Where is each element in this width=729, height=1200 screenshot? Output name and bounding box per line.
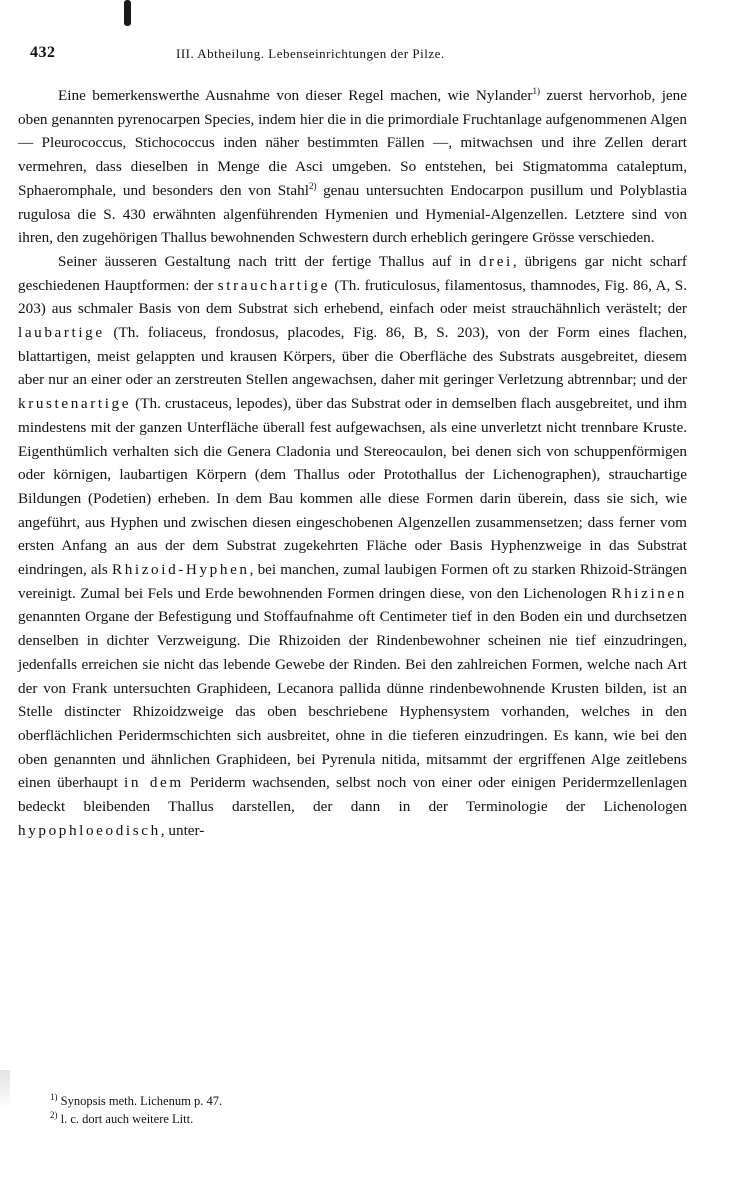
spaced-word-in-dem: in dem <box>124 774 184 792</box>
footnotes <box>50 1092 687 1128</box>
spaced-word-rhizinen: Rhizinen <box>611 584 687 602</box>
paragraph-1 <box>18 84 687 250</box>
paragraph-2-text-e: (Th. crustaceus, lepodes), über das Substrat oder in demselben flach ausgebreitet, und ihm mindestens mit der ganzen Unterfläche überall fest aufgewachsen, als eine unverletzt nicht trennbare Kruste. Eigenthümlich verhalten sich die Genera Cladonia und Stereocaulon, bei denen sich von schuppenförmigen oder körnigen, laubartigen Körpern (dem Thallus oder Protothallus der Lichenographen), strauchartige Bildungen (Podetien) erheben. In dem Bau kommen alle diese Formen darin überein, dass sie sich, wie angeführt, aus Hyphen und zwischen diesen eingeschobenen Algenzellen zusammensetzen; dass ferner vom ersten Anfang an aus der dem Substrat zugekehrten Fläche oder Basis Hyphenzweige in das Substrat eindringen, als <box>18 395 687 579</box>
footnote-2 <box>50 1110 687 1128</box>
spaced-word-drei: drei <box>478 252 513 270</box>
paragraph-2-text-c: (Th. fruticulosus, filamentosus, thamnodes, Fig. 86, A, S. 203) aus schmaler Basis von dem Substrat sich erhebend, einfach oder meist strauchähnlich verästelt; der <box>18 276 687 318</box>
ink-blot <box>124 0 131 26</box>
paragraph-1-text-b: zuerst hervorhob, jene oben genannten pyrenocarpen Species, indem hier die in die primordiale Fruchtanlage aufgenommenen Algen — Pleurococcus, Stichococcus inden näher bestimmten Fällen —, mitwachsen und ihre Zellen derart vermehren, dass dieselben in Menge die Asci umgeben. So entstehen, bei Stigmatomma cataleptum, Sphaeromphale, und besonders den von Stahl <box>18 87 688 199</box>
footnote-mark: 2) <box>50 1109 58 1120</box>
paragraph-2 <box>18 250 687 843</box>
footnote-ref-2: 2) <box>308 180 317 191</box>
spaced-word-strauchartige: strauchartige <box>217 276 330 294</box>
running-title: III. Abtheilung. Lebenseinrichtungen der Pilze. <box>176 46 445 61</box>
paragraph-2-text-i: , unter- <box>160 821 205 839</box>
footnote-ref-1: 1) <box>532 85 540 96</box>
footnote-mark: 1) <box>50 1091 58 1102</box>
paragraph-2-text-h: Periderm wachsenden, selbst noch von einer oder einigen Peridermzellenlagen bedeckt bleibenden Thallus darstellen, der dann in der Terminologie der Lichenologen <box>18 774 687 816</box>
paragraph-1-text-c: genau untersuchten Endocarpon pusillum und Polyblastia rugulosa die S. 430 erwähnten algenführenden Hymenien und Hymenial-Algenzellen. Letztere sind von ihren, den zugehörigen Thallus bewohnenden Schwestern durch erheblich geringere Grösse verschieden. <box>18 181 687 247</box>
footnote-1 <box>50 1092 687 1110</box>
paragraph-2-text-a: Seiner äusseren Gestaltung nach tritt der fertige Thallus auf in <box>58 252 479 270</box>
paragraph-2-text-f: , bei manchen, zumal laubigen Formen oft zu starken Rhizoid-Strängen vereinigt. Zumal bei Fels und Erde bewohnenden Formen dringen diese, von den Lichenologen <box>18 561 687 602</box>
spaced-word-laubartige: laubartige <box>18 324 105 342</box>
paragraph-2-text-b: , übrigens gar nicht scharf geschiedenen Hauptformen: der <box>18 252 687 294</box>
page-header <box>30 44 689 68</box>
spaced-word-krustenartige: krustenartige <box>18 395 132 413</box>
body-text <box>18 84 687 843</box>
paragraph-1-text-a: Eine bemerkenswerthe Ausnahme von dieser Regel machen, wie Nylander <box>58 87 533 104</box>
page-number: 432 <box>30 44 56 61</box>
footnote-text: Synopsis meth. Lichenum p. 47. <box>57 1094 223 1108</box>
footnote-text: l. c. dort auch weitere Litt. <box>57 1112 194 1126</box>
spaced-word-hypophloeodisch: hypophloeodisch <box>18 821 161 839</box>
page-edge-shadow <box>0 1070 10 1110</box>
spaced-word-rhizoid-hyphen: Rhizoid-Hyphen <box>111 561 250 579</box>
paragraph-2-text-g: genannten Organe der Befestigung und Stoffaufnahme oft Centimeter tief in den Boden ein und durchsetzen denselben in dichter Verzweigung. Die Rhizoiden der Rindenbewohner scheinen nie tief einzudringen, jedenfalls erreichen sie nicht das lebende Gewebe der Rinden. Bei den zahlreichen Formen, welche nach Art der von Frank untersuchten Graphideen, Lecanora pallida dünne rindenbewohnende Krusten bilden, ist an Stelle distincter Rhizoidzweige das oben beschriebene Hyphensystem vorhanden, welches in den oberflächlichen Peridermschichten sich ausbreitet, ohne in die tieferen einzudringen. Es kann, wie bei den oben genannten und ähnlichen Graphideen, bei Pyrenula nitida, mitsammt der ergriffenen Alge zeitlebens einen überhaupt <box>18 608 687 792</box>
paragraph-2-text-d: (Th. foliaceus, frondosus, placodes, Fig. 86, B, S. 203), von der Form eines flachen, blattartigen, meist gelappten und krausen Körpers, über die Oberfläche des Substrats ausgebreitet, diesem aber nur an einer oder an zerstreuten Stellen angewachsen, daher mit geringer Verletzung abtrennbar; und der <box>18 324 687 389</box>
